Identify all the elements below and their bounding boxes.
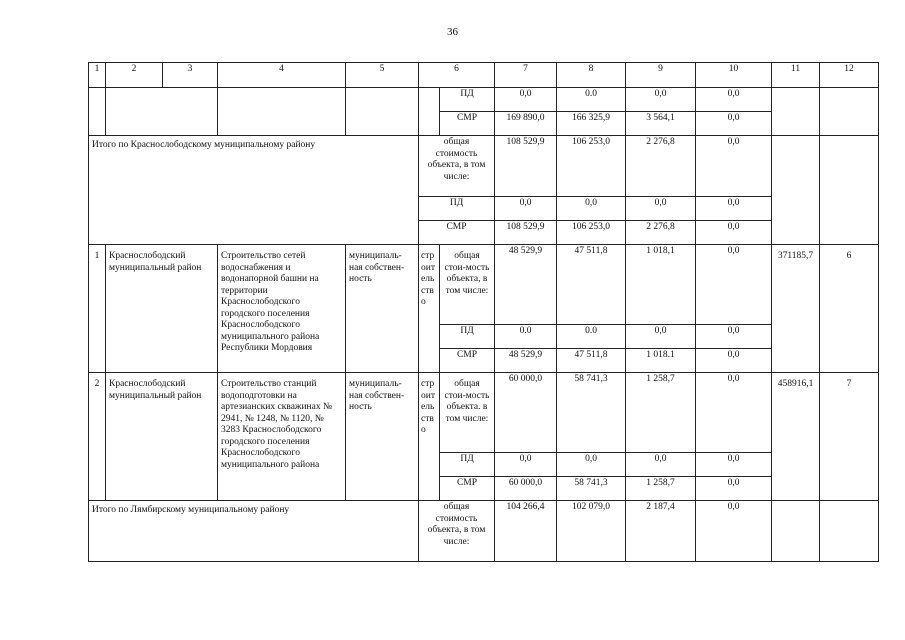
cell-empty: [820, 501, 879, 562]
cell-value: 0,0: [696, 477, 772, 501]
cell-value: 60 000,0: [495, 373, 557, 453]
cell-value: 0,0: [626, 197, 696, 221]
header-col-4: 4: [218, 63, 346, 88]
cell-value: 0,0: [495, 197, 557, 221]
item-ownership: муниципаль-ная собствен-ность: [346, 245, 419, 373]
cell-value: 102 079,0: [557, 501, 626, 562]
cell-value: 0,0: [495, 453, 557, 477]
header-col-7: 7: [495, 63, 557, 88]
cell-value: 0,0: [696, 373, 772, 453]
cell-empty: [89, 88, 106, 136]
total-label: общая стоимость объекта, в том числе:: [419, 501, 495, 562]
row-label: СМР: [419, 221, 495, 245]
cell-value: 104 266,4: [495, 501, 557, 562]
row-label: ПД: [440, 88, 495, 112]
item-number: 2: [89, 373, 106, 501]
cell-value: 58 741,3: [557, 373, 626, 453]
cell-empty: [106, 88, 218, 136]
header-col-10: 10: [696, 63, 772, 88]
cell-value: 169 890,0: [495, 112, 557, 136]
cell-empty: [772, 88, 820, 136]
cell-value: 0,0: [626, 325, 696, 349]
cell-value: 0,0: [626, 88, 696, 112]
header-col-6: 6: [419, 63, 495, 88]
cell-value: 0,0: [696, 501, 772, 562]
cell-value: 0.0: [557, 325, 626, 349]
cell-value: 1 258,7: [626, 373, 696, 453]
header-col-1: 1: [89, 63, 106, 88]
cell-value: 0,0: [495, 88, 557, 112]
table-row: [89, 245, 879, 325]
total-label: общая стои-мость объекта, в том числе:: [440, 245, 495, 325]
header-col-5: 5: [346, 63, 419, 88]
header-col-3: 3: [163, 63, 218, 88]
item-object: Строительство станций водоподготовки на артезианских скважинах № 2941, № 1248, № 1120, № 3283 Краснослободского городского поселения Краснослободского муниципального района: [218, 373, 346, 501]
cell-value: 108 529,9: [495, 136, 557, 197]
item-district: Краснослободский муниципальный район: [106, 245, 218, 373]
header-row: [89, 63, 879, 88]
header-col-8: 8: [557, 63, 626, 88]
cell-value: 0,0: [696, 453, 772, 477]
cell-value: 0,0: [557, 197, 626, 221]
cell-value: 60 000,0: [495, 477, 557, 501]
table-row: [89, 88, 879, 112]
cell-empty: [346, 88, 419, 136]
row-label: ПД: [440, 325, 495, 349]
row-label: СМР: [440, 477, 495, 501]
cell-empty: [772, 136, 820, 245]
item-object: Строительство сетей водоснабжения и водонапорной башни на территории Краснослободского городского поселения Краснослободского муниципального района Республики Мордовия: [218, 245, 346, 373]
row-label: СМР: [440, 349, 495, 373]
cell-value: 0,0: [696, 221, 772, 245]
cell-value: 0.0: [495, 325, 557, 349]
header-col-12: 12: [820, 63, 879, 88]
cell-value: 2 276,8: [626, 136, 696, 197]
cell-value: 0,0: [696, 245, 772, 325]
cell-value: 47 511,8: [557, 349, 626, 373]
row-label: СМР: [440, 112, 495, 136]
total-title: Итого по Краснослободскому муниципальному району: [89, 136, 419, 245]
item-col-11: 458916,1: [772, 373, 820, 501]
page-number: 36: [447, 26, 458, 38]
cell-value: 0,0: [696, 197, 772, 221]
row-label: ПД: [419, 197, 495, 221]
item-col-12: 6: [820, 245, 879, 373]
cell-value: 108 529,9: [495, 221, 557, 245]
cell-value: 58 741,3: [557, 477, 626, 501]
item-district: Краснослободский муниципальный район: [106, 373, 218, 501]
header-col-11: 11: [772, 63, 820, 88]
cell-value: 0.0: [557, 88, 626, 112]
table-row: [89, 373, 879, 453]
header-col-2: 2: [106, 63, 163, 88]
total-label: общая стои-мость объекта. в том числе:: [440, 373, 495, 453]
total-label: общая стоимость объекта, в том числе:: [419, 136, 495, 197]
cell-value: 0,0: [696, 136, 772, 197]
cell-value: 2 276,8: [626, 221, 696, 245]
cell-value: 3 564,1: [626, 112, 696, 136]
cell-value: 0,0: [696, 112, 772, 136]
table-row: [89, 136, 879, 197]
cell-value: 0,0: [696, 88, 772, 112]
cell-value: 106 253,0: [557, 136, 626, 197]
item-work-type: строительство: [419, 373, 440, 501]
header-col-9: 9: [626, 63, 696, 88]
cell-value: 0,0: [696, 325, 772, 349]
cell-value: 48 529,9: [495, 349, 557, 373]
cell-value: 0,0: [626, 453, 696, 477]
cell-empty: [820, 136, 879, 245]
cell-value: 0,0: [557, 453, 626, 477]
cell-value: 2 187,4: [626, 501, 696, 562]
table-row: [89, 501, 879, 562]
item-col-11: 371185,7: [772, 245, 820, 373]
cell-value: 1 018.1: [626, 349, 696, 373]
cell-empty: [218, 88, 346, 136]
data-table: [88, 62, 879, 562]
cell-value: 48 529,9: [495, 245, 557, 325]
cell-value: 1 018,1: [626, 245, 696, 325]
cell-value: 106 253,0: [557, 221, 626, 245]
cell-value: 0,0: [696, 349, 772, 373]
cell-empty: [419, 88, 440, 136]
row-label: ПД: [440, 453, 495, 477]
item-ownership: муниципаль-ная собствен-ность: [346, 373, 419, 501]
cell-empty: [820, 88, 879, 136]
total-title: Итого по Лямбирскому муниципальному району: [89, 501, 419, 562]
item-work-type: строительство: [419, 245, 440, 373]
cell-value: 1 258,7: [626, 477, 696, 501]
item-number: 1: [89, 245, 106, 373]
cell-value: 166 325,9: [557, 112, 626, 136]
item-col-12: 7: [820, 373, 879, 501]
cell-value: 47 511,8: [557, 245, 626, 325]
cell-empty: [772, 501, 820, 562]
